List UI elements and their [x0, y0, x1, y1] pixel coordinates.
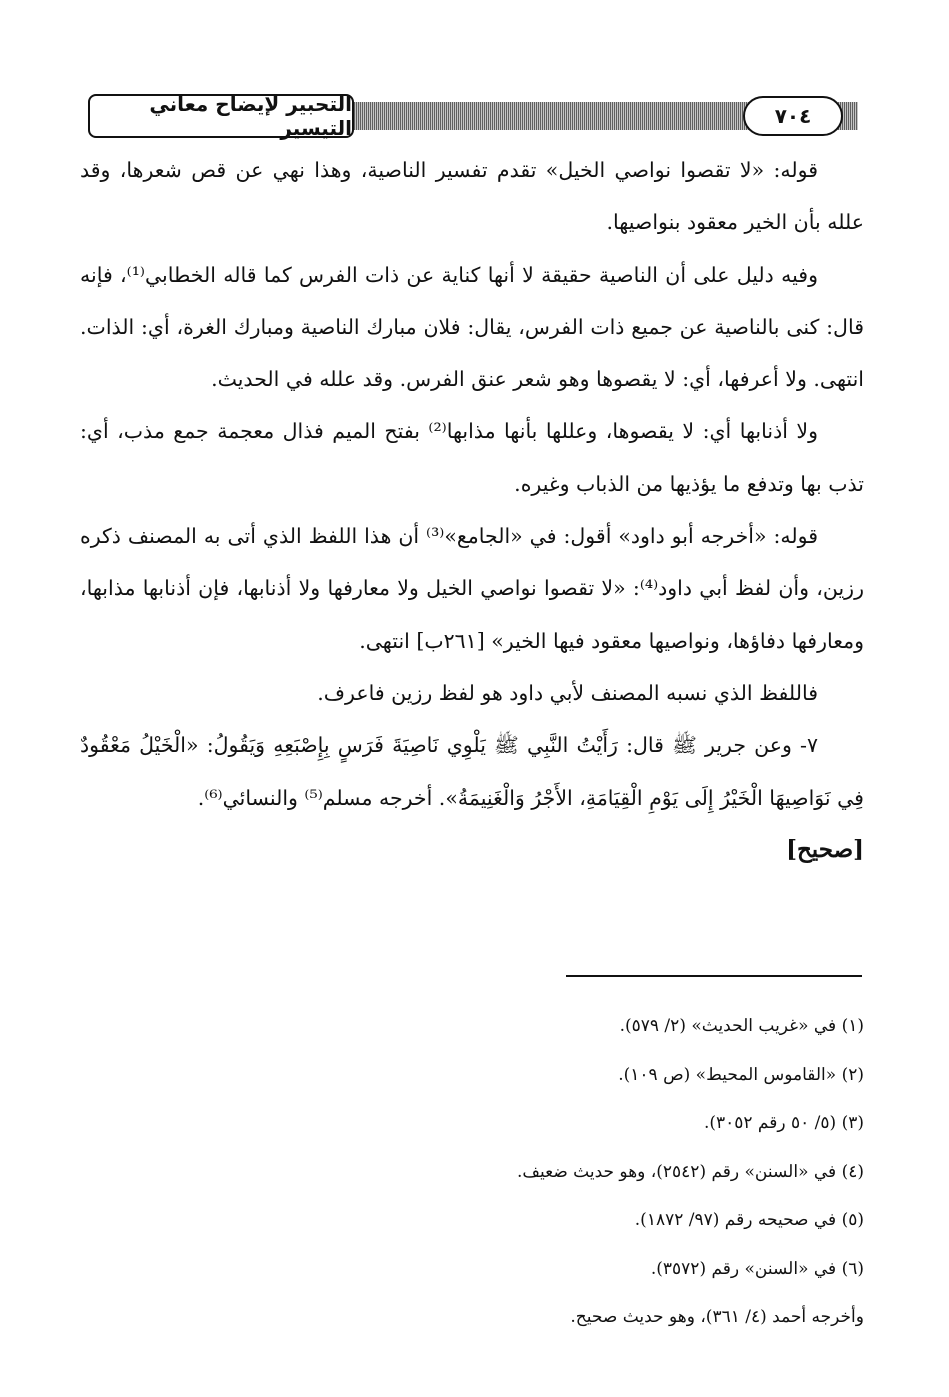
page-number: ٧٠٤ [743, 96, 843, 136]
page-header [88, 94, 858, 138]
hadith-7: ٧- وعن جرير ﷺ قال: رَأَيْتُ النَّبِي ﷺ يَلْوِي نَاصِيَةَ فَرَسٍ بِإِصْبَعِهِ وَيَقُولُ: «الْخَيْلُ مَعْقُودٌ فِي نَوَاصِيهَا الْخَيْرُ إِلَى يَوْمِ الْقِيَامَةِ، الأَجْرُ وَالْغَنِيمَةُ». أخرجه مسلم⁽⁵⁾ والنسائي⁽⁶⁾. [80, 733, 864, 810]
footnote-2: (٢) «القاموس المحيط» (ص ١٠٩). [618, 1064, 864, 1085]
hadith-grade: [صحيح] [786, 835, 864, 863]
paragraph-3: ولا أذنابها أي: لا يقصوها، وعللها بأنها مذابها⁽²⁾ بفتح الميم فذال معجمة جمع مذب، أي: تذب بها وتدفع ما يؤذيها من الذباب وغيره. [80, 419, 864, 496]
footnote-6: (٦) في «السنن» رقم (٣٥٧٢). [650, 1258, 864, 1279]
main-text [80, 144, 864, 876]
footnote-5: (٥) في صحيحه رقم (٩٧/ ١٨٧٢). [634, 1210, 864, 1230]
footnote-1: (١) في «غريب الحديث» (٢/ ٥٧٩). [619, 1016, 864, 1036]
footnote-divider [566, 975, 862, 977]
footnotes [80, 1002, 864, 1342]
book-title: التحبير لإيضاح معاني التيسير [88, 94, 354, 138]
footnote-4: (٤) في «السنن» رقم (٢٥٤٢)، وهو حديث ضعيف. [516, 1161, 864, 1182]
footnote-6-continued: وأخرجه أحمد (٤/ ٣٦١)، وهو حديث صحيح. [570, 1307, 864, 1327]
paragraph-5: فاللفظ الذي نسبه المصنف لأبي داود هو لفظ رزين فاعرف. [317, 680, 818, 705]
paragraph-2: وفيه دليل على أن الناصية حقيقة لا أنها كناية عن ذات الفرس كما قاله الخطابي⁽¹⁾، فإنه قال: كنى بالناصية عن جميع ذات الفرس، يقال: فلان مبارك الناصية ومبارك الغرة، أي: الذات. انتهى. ولا أعرفها، أي: لا يقصوها وهو شعر عنق الفرس. وقد علله في الحديث. [80, 262, 864, 392]
footnote-3: (٣) (٥/ ٥٠ رقم ٣٠٥٢). [703, 1113, 864, 1133]
paragraph-4: قوله: «أخرجه أبو داود» أقول: في «الجامع»⁽³⁾ أن هذا اللفظ الذي أتى به المصنف ذكره رزين، وأن لفظ أبي داود⁽⁴⁾: «لا تقصوا نواصي الخيل ولا معارفها ولا أذنابها، فإن أذنابها مذابها، ومعارفها دفاؤها، ونواصيها معقود فيها الخير» [٢٦١ب] انتهى. [80, 524, 864, 653]
paragraph-1: قوله: «لا تقصوا نواصي الخيل» تقدم تفسير الناصية، وهذا نهي عن قص شعرها، وقد علله بأن الخير معقود بنواصيها. [80, 158, 864, 235]
